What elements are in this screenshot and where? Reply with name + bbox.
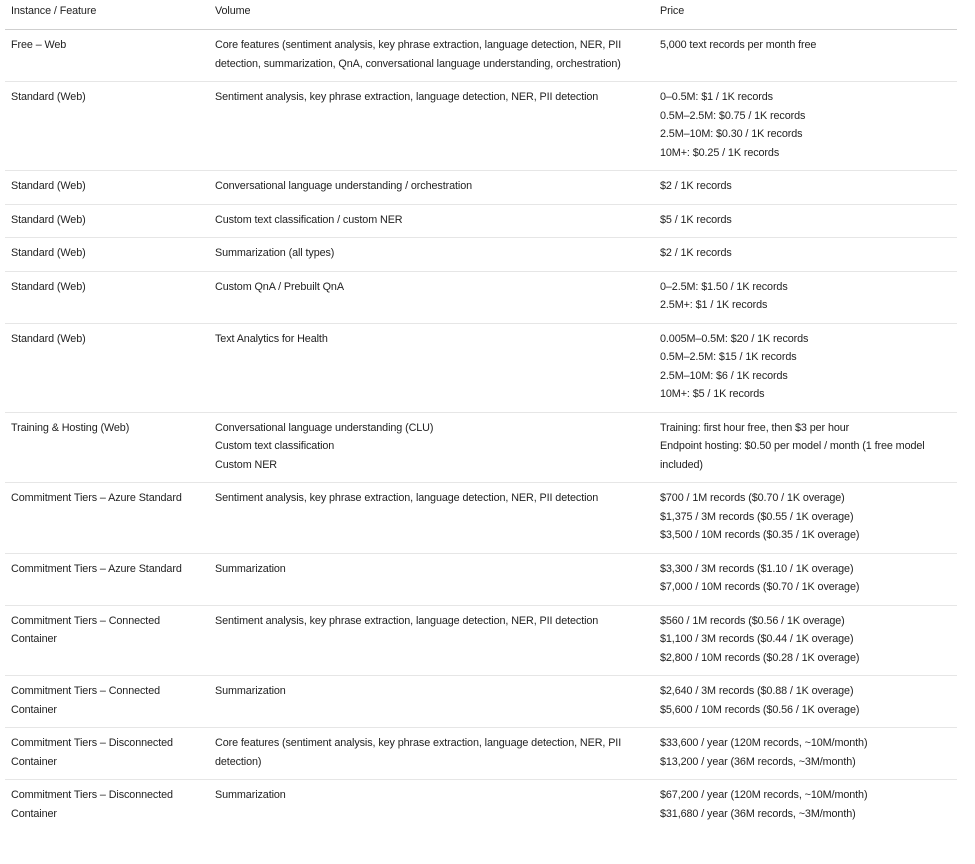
cell-price-line: 5,000 text records per month free — [660, 39, 817, 51]
cell-instance — [5, 204, 209, 238]
cell-instance — [5, 323, 209, 412]
cell-instance-line: Training & Hosting (Web) — [11, 421, 130, 434]
cell-instance-line: Standard (Web) — [11, 332, 86, 345]
cell-price-line: $3,300 / 3M records ($1.10 / 1K overage) — [660, 562, 854, 575]
cell-instance — [5, 412, 209, 483]
cell-volume — [209, 780, 654, 832]
cell-volume — [209, 676, 654, 728]
cell-volume-line: Summarization — [215, 789, 286, 801]
cell-price-line: Endpoint hosting: $0.50 per model / month (1 free model — [660, 440, 925, 452]
cell-volume-line: Conversational language understanding (CLU) — [215, 421, 434, 434]
cell-price-line: 0–0.5M: $1 / 1K records — [660, 91, 773, 103]
cell-price-line: $5,600 / 10M records ($0.56 / 1K overage) — [660, 703, 860, 716]
cell-volume — [209, 171, 654, 205]
cell-instance — [5, 728, 209, 780]
cell-price — [654, 30, 957, 82]
cell-instance — [5, 171, 209, 205]
cell-instance — [5, 553, 209, 605]
cell-instance-line: Standard (Web) — [11, 280, 86, 293]
cell-price — [654, 238, 957, 272]
table-row — [5, 30, 957, 82]
cell-instance-line: Container — [11, 703, 57, 716]
cell-price-line: 0–2.5M: $1.50 / 1K records — [660, 280, 788, 293]
cell-instance — [5, 82, 209, 171]
cell-price-line: $31,680 / year (36M records, ~3M/month) — [660, 807, 856, 820]
cell-volume — [209, 605, 654, 676]
cell-instance — [5, 30, 209, 82]
cell-instance-line: Container — [11, 807, 57, 820]
cell-instance-line: Standard (Web) — [11, 180, 86, 192]
cell-instance-line: Container — [11, 755, 57, 768]
cell-price-line: $2 / 1K records — [660, 180, 732, 192]
cell-price — [654, 204, 957, 238]
cell-price-line: 10M+: $5 / 1K records — [660, 388, 765, 400]
cell-price-line: 2.5M–10M: $6 / 1K records — [660, 369, 788, 382]
cell-volume — [209, 553, 654, 605]
header-price: Price — [654, 0, 957, 30]
cell-price — [654, 412, 957, 483]
cell-price — [654, 323, 957, 412]
cell-volume-line: Conversational language understanding / orchestration — [215, 180, 472, 192]
table-row — [5, 82, 957, 171]
cell-volume-line: Core features (sentiment analysis, key phrase extraction, language detection, NER, PII — [215, 39, 622, 51]
cell-price-line: $1,100 / 3M records ($0.44 / 1K overage) — [660, 633, 854, 645]
cell-volume — [209, 30, 654, 82]
cell-price — [654, 553, 957, 605]
cell-price — [654, 271, 957, 323]
cell-price — [654, 171, 957, 205]
cell-price-line: $2,640 / 3M records ($0.88 / 1K overage) — [660, 685, 854, 697]
cell-price-line: 0.5M–2.5M: $0.75 / 1K records — [660, 109, 806, 122]
cell-price-line: 2.5M+: $1 / 1K records — [660, 299, 768, 311]
cell-price-line: included) — [660, 458, 703, 471]
cell-price-line: $560 / 1M records ($0.56 / 1K overage) — [660, 614, 845, 627]
cell-volume — [209, 271, 654, 323]
table-row — [5, 238, 957, 272]
cell-price — [654, 780, 957, 832]
cell-volume-line: Summarization — [215, 685, 286, 697]
table-row — [5, 271, 957, 323]
cell-volume — [209, 323, 654, 412]
pricing-table — [5, 0, 957, 831]
table-header — [5, 0, 957, 30]
table-row — [5, 323, 957, 412]
cell-price-line: $13,200 / year (36M records, ~3M/month) — [660, 755, 856, 768]
cell-instance — [5, 780, 209, 832]
cell-instance-line: Commitment Tiers – Azure Standard — [11, 562, 182, 575]
cell-price — [654, 676, 957, 728]
header-volume: Volume — [209, 0, 654, 30]
cell-volume-line: Custom QnA / Prebuilt QnA — [215, 280, 344, 293]
cell-price-line: $3,500 / 10M records ($0.35 / 1K overage) — [660, 529, 860, 541]
cell-instance-line: Container — [11, 633, 57, 645]
cell-instance — [5, 483, 209, 554]
cell-price-line: 2.5M–10M: $0.30 / 1K records — [660, 128, 803, 140]
cell-volume-line: Text Analytics for Health — [215, 332, 328, 345]
cell-volume-line: detection) — [215, 755, 262, 768]
cell-instance-line: Standard (Web) — [11, 91, 86, 103]
cell-volume — [209, 412, 654, 483]
cell-price-line: 10M+: $0.25 / 1K records — [660, 146, 780, 159]
cell-volume-line: Sentiment analysis, key phrase extraction, language detection, NER, PII detection — [215, 492, 599, 504]
cell-instance-line: Free – Web — [11, 39, 67, 51]
cell-volume — [209, 204, 654, 238]
table-row — [5, 171, 957, 205]
cell-volume-line: Summarization (all types) — [215, 247, 335, 259]
cell-volume — [209, 82, 654, 171]
cell-volume — [209, 238, 654, 272]
cell-volume-line: Sentiment analysis, key phrase extraction, language detection, NER, PII detection — [215, 91, 599, 103]
table-row — [5, 553, 957, 605]
cell-volume-line: Custom NER — [215, 458, 277, 471]
header-row — [5, 0, 957, 30]
cell-price-line: 0.005M–0.5M: $20 / 1K records — [660, 332, 809, 345]
cell-volume-line: Custom text classification / custom NER — [215, 213, 403, 226]
cell-volume-line: Sentiment analysis, key phrase extraction, language detection, NER, PII detection — [215, 614, 599, 627]
cell-volume — [209, 483, 654, 554]
cell-price-line: 0.5M–2.5M: $15 / 1K records — [660, 351, 797, 363]
header-instance-feature: Instance / Feature — [5, 0, 209, 30]
table-row — [5, 412, 957, 483]
cell-volume-line: detection, summarization, QnA, conversational language understanding, orchestration) — [215, 57, 621, 70]
table-row — [5, 483, 957, 554]
table-row — [5, 204, 957, 238]
cell-volume-line: Custom text classification — [215, 440, 335, 452]
cell-price-line: $2 / 1K records — [660, 247, 732, 259]
table-row — [5, 605, 957, 676]
cell-instance-line: Standard (Web) — [11, 247, 86, 259]
cell-price — [654, 483, 957, 554]
table-body — [5, 30, 957, 832]
cell-price-line: Training: first hour free, then $3 per hour — [660, 421, 850, 434]
cell-price-line: $7,000 / 10M records ($0.70 / 1K overage) — [660, 581, 860, 593]
cell-instance — [5, 271, 209, 323]
cell-price — [654, 605, 957, 676]
cell-price — [654, 82, 957, 171]
cell-instance — [5, 605, 209, 676]
cell-instance-line: Commitment Tiers – Connected — [11, 685, 161, 697]
cell-instance-line: Commitment Tiers – Disconnected — [11, 789, 173, 801]
cell-instance-line: Commitment Tiers – Azure Standard — [11, 492, 182, 504]
cell-volume-line: Summarization — [215, 562, 286, 575]
cell-price-line: $2,800 / 10M records ($0.28 / 1K overage) — [660, 651, 860, 664]
cell-instance — [5, 676, 209, 728]
table-row — [5, 676, 957, 728]
cell-volume-line: Core features (sentiment analysis, key phrase extraction, language detection, NER, PII — [215, 737, 622, 749]
cell-price — [654, 728, 957, 780]
cell-instance-line: Commitment Tiers – Connected — [11, 614, 161, 627]
cell-price-line: $1,375 / 3M records ($0.55 / 1K overage) — [660, 510, 854, 523]
cell-instance-line: Commitment Tiers – Disconnected — [11, 737, 173, 749]
cell-instance-line: Standard (Web) — [11, 213, 86, 226]
cell-price-line: $700 / 1M records ($0.70 / 1K overage) — [660, 492, 845, 504]
cell-instance — [5, 238, 209, 272]
cell-volume — [209, 728, 654, 780]
table-row — [5, 728, 957, 780]
table-row — [5, 780, 957, 832]
cell-price-line: $67,200 / year (120M records, ~10M/month) — [660, 789, 868, 801]
cell-price-line: $33,600 / year (120M records, ~10M/month) — [660, 737, 868, 749]
cell-price-line: $5 / 1K records — [660, 213, 732, 226]
